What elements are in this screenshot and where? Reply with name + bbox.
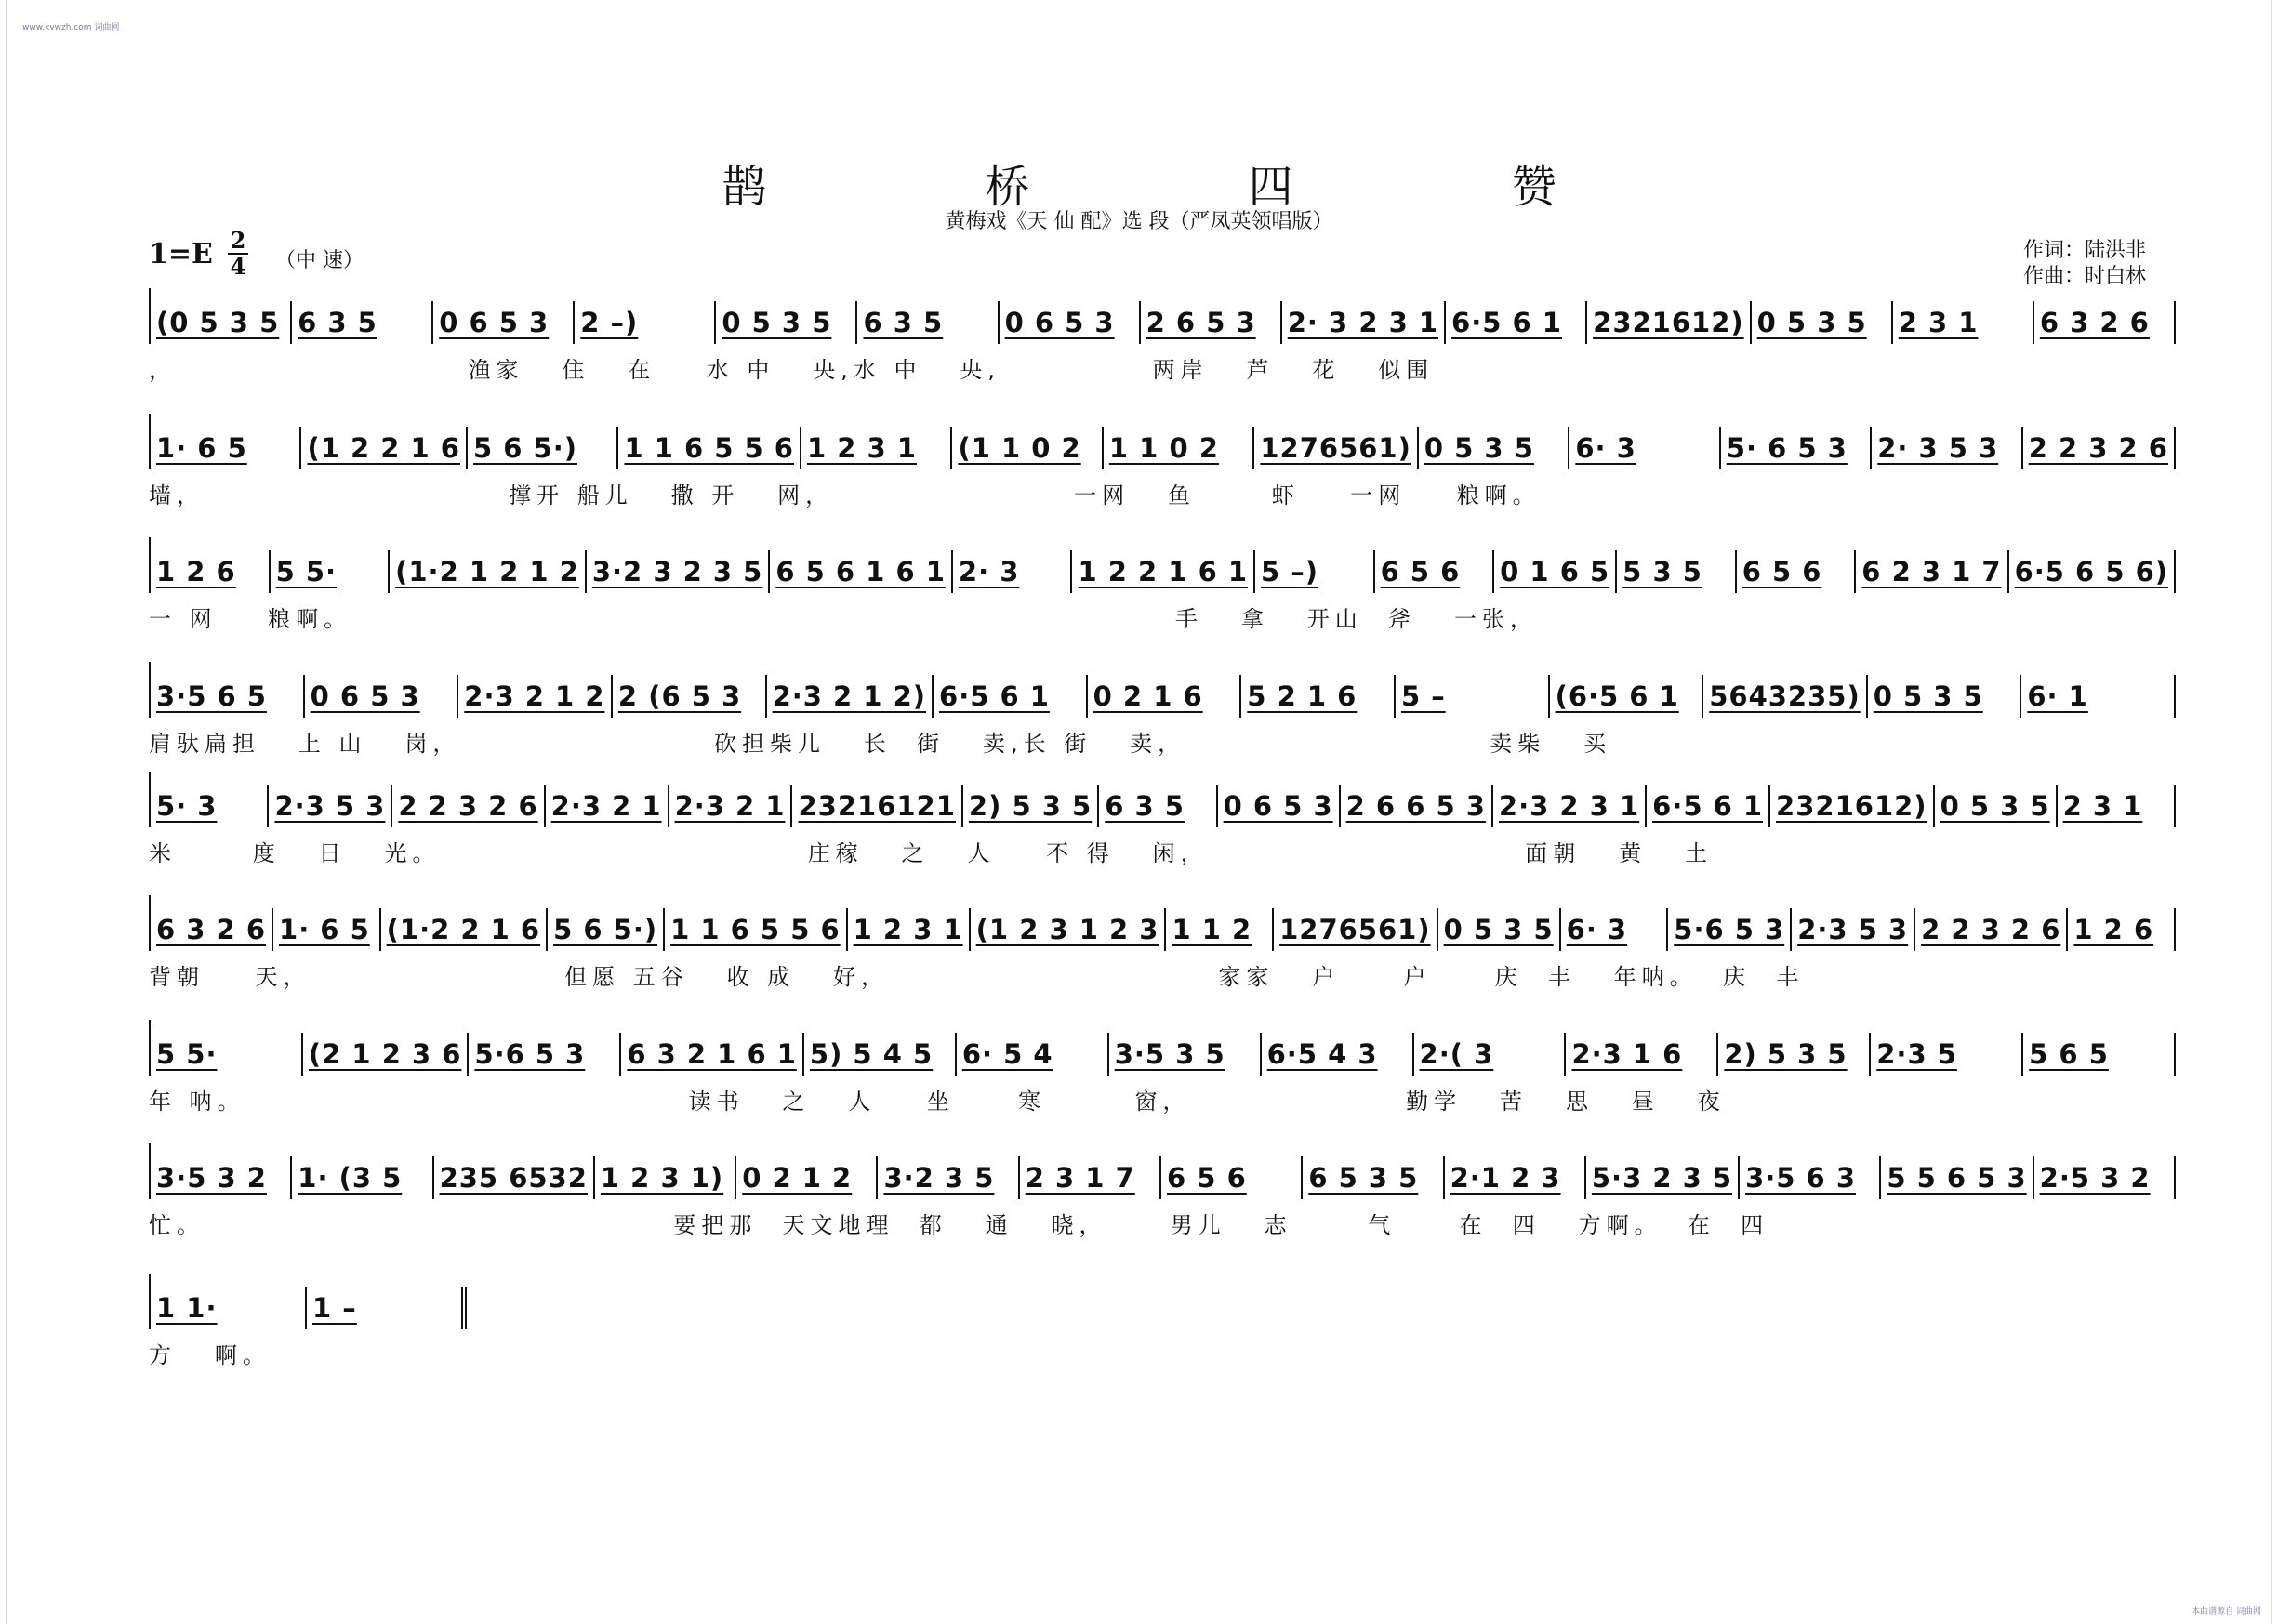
measure	[2009, 550, 2176, 593]
measure	[1099, 785, 1217, 827]
time-signature	[228, 229, 248, 279]
measure	[1737, 550, 1857, 593]
measure-notes: 6 5 6	[1742, 556, 1822, 588]
measure-notes: (1 2 3 1 2 3	[975, 914, 1159, 945]
measure	[469, 1033, 621, 1076]
notes-row	[149, 1274, 467, 1329]
measure	[1274, 908, 1438, 951]
measure	[1721, 427, 1872, 469]
measure	[151, 1156, 292, 1199]
measure-notes: 1 1 6 5 5 6	[670, 914, 841, 945]
measure	[971, 908, 1167, 951]
measure-notes: 23216121	[798, 790, 956, 822]
measure-notes: 6 2 3 1 7	[1861, 556, 2002, 588]
notation-system	[149, 1020, 2174, 1122]
measure-notes: 1 2 6	[2073, 914, 2154, 945]
measure	[434, 1156, 595, 1199]
measure	[1586, 1156, 1740, 1199]
measure	[1617, 550, 1737, 593]
measure-notes: 0 6 5 3	[439, 307, 550, 338]
measure-notes: 0 5 3 5	[1940, 790, 2050, 822]
measure	[767, 675, 934, 718]
measure	[390, 550, 587, 593]
measure-notes: 6 5 3 5	[1308, 1162, 1419, 1194]
measure	[269, 785, 392, 827]
measure	[1561, 908, 1669, 951]
measure-notes: 6 3 2 1 6 1	[627, 1038, 797, 1070]
measure-notes: (1·2 2 1 6	[386, 914, 541, 945]
measure-notes: 2·3 5 3	[1797, 914, 1909, 945]
measure	[1104, 427, 1254, 469]
measure	[957, 1033, 1109, 1076]
measure	[665, 908, 848, 951]
footer-watermark: 本曲谱源自 词曲网	[2192, 1607, 2261, 1617]
lyrics-line: 方 啊。	[149, 1342, 271, 1368]
measure-notes: 5· 6 5 3	[1726, 432, 1848, 464]
measure	[934, 675, 1088, 718]
measure	[1871, 1033, 2023, 1076]
measure-notes: 2·3 5	[1876, 1038, 1957, 1070]
measure	[381, 908, 548, 951]
measure	[1445, 1156, 1586, 1199]
measure-notes: 3·2 3 2 3 5	[591, 556, 763, 588]
measure-notes: (1 1 0 2	[958, 432, 1081, 464]
measure-notes: 235 6532	[439, 1162, 588, 1194]
measure-notes: 2·3 2 1	[674, 790, 786, 822]
measure-notes: 0 5 3 5	[1443, 914, 1554, 945]
measure	[2034, 1156, 2176, 1199]
notes-row	[149, 895, 2176, 951]
notation-system	[149, 662, 2174, 764]
measure-notes: 2 (6 5 3	[617, 680, 742, 712]
measure-notes: 1· (3 5	[298, 1162, 403, 1194]
measure	[736, 1156, 878, 1199]
measure	[546, 785, 669, 827]
measure-notes: 2·( 3	[1419, 1038, 1494, 1070]
measure	[618, 427, 801, 469]
site-watermark: www.kvwzh.com 词曲网	[22, 23, 120, 33]
measure	[804, 1033, 957, 1076]
measure	[2021, 675, 2176, 718]
measure	[1262, 1033, 1414, 1076]
measure-notes: 2· 3	[958, 556, 1020, 588]
measure-notes: 2 2 3 2 6	[1921, 914, 2061, 945]
lyrics-line: 米 度 日 光。 庄稼 之 人 不 得 闲， 面朝 黄 土	[149, 840, 1714, 866]
measure-notes: 6 5 6	[1167, 1162, 1247, 1194]
measure-notes: 5 6 5	[2029, 1038, 2109, 1070]
measure	[1303, 1156, 1444, 1199]
measure-notes: 6· 3	[1566, 914, 1628, 945]
measure	[1375, 550, 1495, 593]
measure	[1566, 1033, 1718, 1076]
measure-notes: 1· 6 5	[279, 914, 370, 945]
measure-notes: 6 5 6	[1380, 556, 1461, 588]
measure-notes: 6 3 2 6	[2039, 307, 2150, 338]
measure	[151, 550, 271, 593]
measure-notes: 2 3 1	[1898, 307, 1979, 338]
lyricist-credit: 作词：陆洪非	[2023, 239, 2147, 262]
key-signature: 1=E	[149, 238, 213, 271]
measure-notes: 1276561)	[1279, 914, 1431, 945]
measure-notes: 6·5 6 5 6)	[2014, 556, 2169, 588]
measure	[273, 908, 381, 951]
measure-notes: 0 6 5 3	[310, 680, 420, 712]
notes-row	[149, 662, 2176, 718]
measure-notes: 2321612)	[1776, 790, 1927, 822]
measure	[1255, 550, 1375, 593]
notation-system	[149, 414, 2174, 516]
measure-notes: 1 1 2	[1172, 914, 1252, 945]
measure-notes: 0 2 1 2	[742, 1162, 853, 1194]
measure-notes: 2 3 1 7	[1025, 1162, 1135, 1194]
lyrics-line: 年 呐。 读书 之 人 坐 寒 窗， 勤学 苦 思 昼 夜	[149, 1089, 1726, 1115]
measure-notes: 5643235)	[1709, 680, 1861, 712]
measure-notes: 2·3 2 1 2)	[772, 680, 927, 712]
measure	[1893, 301, 2034, 344]
measure	[2023, 427, 2176, 469]
measure	[1740, 1156, 1881, 1199]
measure	[1872, 427, 2022, 469]
measure	[1072, 550, 1255, 593]
measure-notes: 6 3 5	[298, 307, 377, 338]
measure	[1868, 675, 2022, 718]
measure	[613, 675, 767, 718]
notation-system	[149, 537, 2174, 640]
measure-notes: 3·2 3 5	[883, 1162, 995, 1194]
measure	[151, 785, 269, 827]
measure	[1446, 301, 1587, 344]
measure	[621, 1033, 804, 1076]
measure	[1647, 785, 1770, 827]
measure	[151, 1033, 303, 1076]
measure	[271, 550, 391, 593]
measure-notes: 6· 1	[2027, 680, 2088, 712]
notation-system	[149, 895, 2174, 997]
measure-notes: 6 3 5	[863, 307, 944, 338]
measure	[878, 1156, 1019, 1199]
measure-notes: 2· 3 5 3	[1877, 432, 1999, 464]
measure	[2023, 1033, 2176, 1076]
measure-notes: 1 2 3 1	[853, 914, 963, 945]
measure	[2058, 785, 2176, 827]
measure	[1000, 301, 1141, 344]
measure-notes: 3·5 6 3	[1745, 1162, 1856, 1194]
measure-notes: 2·3 2 1 2	[464, 680, 605, 712]
measure	[1254, 427, 1419, 469]
measure-notes: 5 5 6 5 3	[1887, 1162, 2027, 1194]
measure	[458, 675, 613, 718]
lyrics-line: 肩驮扁担 上 山 岗， 砍担柴儿 长 街 卖,长 街 卖， 卖柴 买	[149, 731, 1612, 757]
measure	[1550, 675, 1704, 718]
measure	[792, 785, 962, 827]
measure-notes: 5 5·	[156, 1038, 218, 1070]
measure-notes: 2·5 3 2	[2039, 1162, 2151, 1194]
measure-notes: 2321612)	[1593, 307, 1744, 338]
measure	[392, 785, 545, 827]
measure	[1792, 908, 1915, 951]
left-page-edge	[0, 0, 7, 1624]
notation-system	[149, 772, 2174, 874]
measure-notes: 6·5 4 3	[1266, 1038, 1378, 1070]
measure	[575, 301, 716, 344]
measure-notes: 0 2 1 6	[1093, 680, 1203, 712]
measure	[1752, 301, 1893, 344]
measure	[1770, 785, 1935, 827]
measure-notes: 1276561)	[1260, 432, 1411, 464]
tempo-marking: （中 速）	[275, 249, 364, 272]
measure	[307, 1287, 467, 1329]
measure	[1587, 301, 1752, 344]
measure-notes: 6· 3	[1575, 432, 1636, 464]
measure-notes: 6·5 6 1	[1451, 307, 1562, 338]
measure	[1141, 301, 1282, 344]
measure-notes: 2 6 6 5 3	[1345, 790, 1486, 822]
measure	[1703, 675, 1868, 718]
measure	[595, 1156, 736, 1199]
measure-notes: 0 5 3 5	[1873, 680, 1983, 712]
composer-credit: 作曲：时白林	[2023, 265, 2147, 288]
right-page-edge	[2271, 0, 2278, 1624]
measure-notes: 2·1 2 3	[1450, 1162, 1561, 1194]
measure	[1494, 550, 1617, 593]
measure-notes: 5 3 5	[1622, 556, 1702, 588]
measure	[433, 301, 575, 344]
measure	[716, 301, 857, 344]
measure-notes: 2 6 5 3	[1146, 307, 1256, 338]
measure	[2034, 301, 2176, 344]
measure-notes: 5 5·	[275, 556, 338, 588]
measure	[857, 301, 999, 344]
measure-notes: 5·6 5 3	[474, 1038, 586, 1070]
measure	[151, 301, 292, 344]
score-subtitle: 黄梅戏《天 仙 配》选 段（严凤英领唱版）	[945, 210, 1333, 233]
measure-notes: 3·5 3 2	[156, 1162, 267, 1194]
measure-notes: 6 3 2 6	[156, 914, 267, 945]
measure-notes: 5 –	[1400, 680, 1446, 712]
measure-notes: 2·3 2 1	[550, 790, 662, 822]
measure-notes: 2) 5 3 5	[1724, 1038, 1848, 1070]
lyrics-line: ， 渔家 住 在 水 中 央,水 中 央, 两岸 芦 花 似围	[149, 357, 1435, 383]
measure	[1881, 1156, 2033, 1199]
measure	[1438, 908, 1561, 951]
measure	[1935, 785, 2058, 827]
lyrics-line: 墙， 撑开 船儿 撒 开 网， 一网 鱼 虾 一网 粮啊。	[149, 482, 1541, 508]
measure-notes: 1 1 6 5 5 6	[624, 432, 794, 464]
measure	[848, 908, 971, 951]
notes-row	[149, 1020, 2176, 1076]
measure-notes: 6 5 6 1 6 1	[775, 556, 946, 588]
notation-system	[149, 1143, 2174, 1246]
measure-notes: 2·3 5 3	[274, 790, 386, 822]
measure-notes: 0 1 6 5	[1500, 556, 1610, 588]
measure-notes: 1· 6 5	[156, 432, 247, 464]
measure-notes: 6· 5 4	[961, 1038, 1053, 1070]
measure-notes: 2) 5 3 5	[968, 790, 1093, 822]
measure-notes: 6 3 5	[1105, 790, 1185, 822]
measure	[1856, 550, 2008, 593]
measure	[587, 550, 770, 593]
measure-notes: 1 –	[312, 1292, 357, 1324]
measure-notes: (1 2 2 1 6	[307, 432, 460, 464]
measure	[1341, 785, 1493, 827]
measure	[1718, 1033, 1871, 1076]
measure	[1419, 427, 1569, 469]
lyrics-line: 背朝 天， 但愿 五谷 收 成 好， 家家 户 户 庆 丰 年呐。 庆 丰	[149, 964, 1805, 990]
measure-notes: 2 3 1	[2062, 790, 2143, 822]
notation-system	[149, 1274, 465, 1376]
measure	[303, 1033, 470, 1076]
notes-row	[149, 288, 2176, 344]
measure-notes: 1 1·	[156, 1292, 218, 1324]
measure	[151, 908, 273, 951]
time-signature-bottom: 4	[230, 253, 246, 280]
measure-notes: 2· 3 2 3 1	[1287, 307, 1439, 338]
measure-notes: 5 –)	[1261, 556, 1319, 588]
measure	[1109, 1033, 1262, 1076]
measure-notes: 0 6 5 3	[1223, 790, 1333, 822]
lyrics-line: 忙。 要把那 天文地理 都 通 晓， 男儿 志 气 在 四 方啊。 在 四	[149, 1212, 1769, 1238]
measure	[770, 550, 953, 593]
measure	[1020, 1156, 1161, 1199]
measure	[151, 427, 301, 469]
measure	[963, 785, 1099, 827]
measure	[151, 675, 305, 718]
measure-notes: 5·6 5 3	[1674, 914, 1785, 945]
measure-notes: 0 6 5 3	[1004, 307, 1115, 338]
measure	[151, 1287, 307, 1329]
notation-system	[149, 288, 2174, 390]
measure-notes: 1 1 0 2	[1108, 432, 1219, 464]
measure	[1668, 908, 1792, 951]
measure	[468, 427, 618, 469]
measure	[301, 427, 468, 469]
measure	[953, 550, 1073, 593]
measure	[801, 427, 952, 469]
measure-notes: 1 2 2 1 6 1	[1078, 556, 1249, 588]
measure	[548, 908, 665, 951]
measure-notes: 3·5 6 5	[156, 680, 267, 712]
measure	[1569, 427, 1720, 469]
measure-notes: 2 2 3 2 6	[398, 790, 538, 822]
measure-notes: 0 5 3 5	[1756, 307, 1867, 338]
measure-notes: 1 2 3 1)	[600, 1162, 724, 1194]
time-signature-top: 2	[230, 227, 246, 254]
measure-notes: 0 5 3 5	[722, 307, 832, 338]
measure	[1218, 785, 1341, 827]
lyrics-line: 一 网 粮啊。 手 拿 开山 斧 一张，	[149, 606, 1538, 632]
measure	[1166, 908, 1274, 951]
notes-row	[149, 1143, 2176, 1199]
measure	[1088, 675, 1242, 718]
measure-notes: 2·3 2 3 1	[1498, 790, 1640, 822]
measure-notes: 5 6 5·)	[472, 432, 577, 464]
measure-notes: 5· 3	[156, 790, 218, 822]
measure	[1241, 675, 1396, 718]
measure	[1493, 785, 1647, 827]
measure	[952, 427, 1103, 469]
measure	[1161, 1156, 1303, 1199]
measure-notes: 2 –)	[580, 307, 639, 338]
measure	[2068, 908, 2176, 951]
measure-notes: 5 2 1 6	[1247, 680, 1358, 712]
measure-notes: 1 2 3 1	[807, 432, 918, 464]
measure-notes: 6·5 6 1	[1652, 790, 1764, 822]
measure	[1396, 675, 1550, 718]
measure	[669, 785, 793, 827]
measure-notes: 2·3 1 6	[1571, 1038, 1683, 1070]
measure-notes: 5 6 5·)	[553, 914, 658, 945]
measure	[1414, 1033, 1567, 1076]
measure	[305, 675, 459, 718]
measure-notes: 5·3 2 3 5	[1591, 1162, 1733, 1194]
measure	[292, 1156, 433, 1199]
measure-notes: 3·5 3 5	[1114, 1038, 1225, 1070]
notes-row	[149, 414, 2176, 469]
measure-notes: (0 5 3 5	[156, 307, 280, 338]
measure-notes: 6·5 6 1	[939, 680, 1050, 712]
measure	[1282, 301, 1446, 344]
measure-notes: 0 5 3 5	[1424, 432, 1534, 464]
measure-notes: 1 2 6	[156, 556, 236, 588]
measure	[292, 301, 433, 344]
measure-notes: (6·5 6 1	[1555, 680, 1679, 712]
notes-row	[149, 537, 2176, 593]
measure-notes: 5) 5 4 5	[809, 1038, 934, 1070]
measure-notes: (1·2 1 2 1 2	[395, 556, 579, 588]
measure	[1915, 908, 2068, 951]
measure-notes: (2 1 2 3 6	[308, 1038, 462, 1070]
notes-row	[149, 772, 2176, 827]
measure-notes: 2 2 3 2 6	[2028, 432, 2168, 464]
score-title: 鹊 桥 四 赞	[722, 161, 1659, 213]
